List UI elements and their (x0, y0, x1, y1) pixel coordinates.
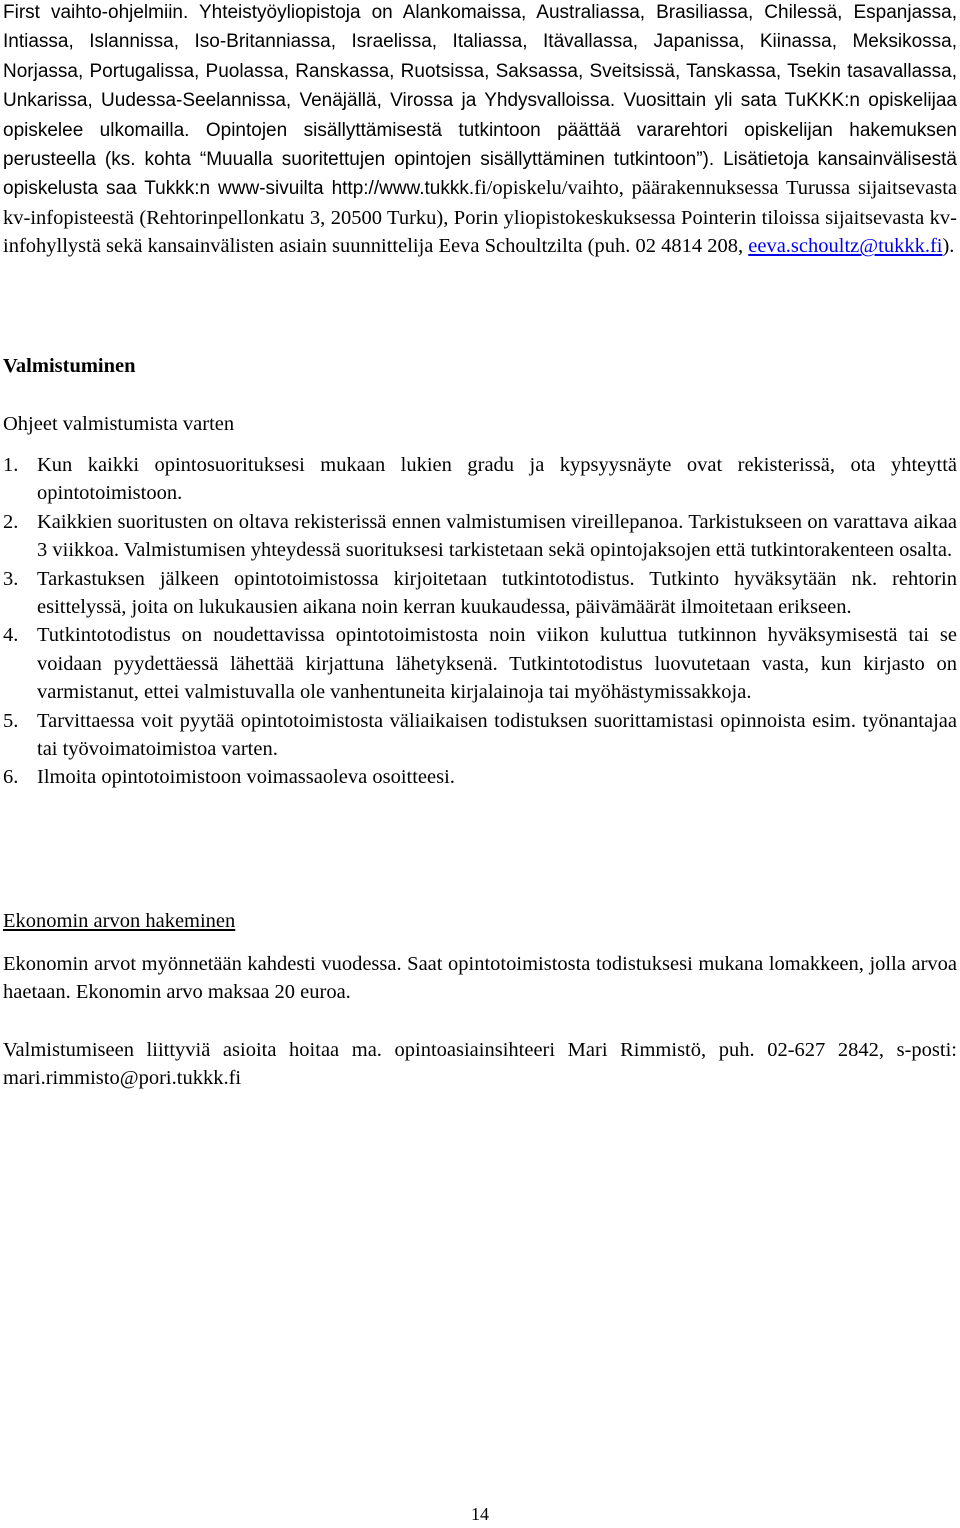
list-item-number: 2. (3, 510, 19, 533)
document-page (3, 0, 957, 261)
page-number: 14 (471, 1504, 489, 1524)
list-item-text: Ilmoita opintotoimistoon voimassaoleva osoitteesi. (37, 766, 455, 789)
list-item-text: Tutkintotodistus on noudettavissa opintotoimistosta noin viikon kuluttua tutkinnon hyväksymisestä tai se voidaan pyydettäessä lähettää kirjattuna lähetyksenä. Tutkintotodistus luovutetaan vasta, kun kirjasto on varmistanut, ettei valmistuvalla ole vanhentuneita kirjalainoja tai myöhästymissakkoja. (37, 624, 957, 704)
list-item (3, 451, 957, 508)
list-item-text: Tarkastuksen jälkeen opintotoimistossa kirjoitetaan tutkintotodistus. Tutkinto hyväksytään nk. rehtorin esittelyssä, joita on lukukausien aikana noin kerran kuukaudessa, päivämäärät ilmoitetaan erikseen. (37, 567, 957, 619)
list-item (3, 707, 957, 764)
economist-paragraph: Ekonomin arvot myönnetään kahdesti vuodessa. Saat opintotoimistosta todistuksesi mukana lomakkeen, jolla arvoa haetaan. Ekonomin arvo maksaa 20 euroa. (3, 953, 957, 1004)
list-item-number: 4. (3, 624, 19, 647)
intro-sans-text: First vaihto-ohjelmiin. Yhteistyöyliopistoja on Alankomaissa, Australiassa, Brasiliassa, Chilessä, Espanjassa, Intiassa, Islannissa, Iso-Britanniassa, Israelissa, Italiassa, Itävallassa, Japanissa, Kiinassa, Meksikossa, Norjassa, Portugalissa, Puolassa, Ranskassa, Ruotsissa, Saksassa, Sveitsissä, Tanskassa, Tsekin tasavallassa, Unkarissa, Uudessa-Seelannissa, Venäjällä, Virossa ja Yhdysvalloissa. Vuosittain yli sata TuKKK:n opiskelijaa opiskelee ulkomailla. Opintojen sisällyttämisestä tutkintoon päättää vararehtori opiskelijan hakemuksen perusteella (ks. kohta “Muualla suoritettujen opintojen sisällyttäminen tutkintoon”). Lisätietoja kansainvälisestä opiskelusta saa Tukkk:n www-sivuilta http://www.tukkk. (3, 2, 957, 200)
list-item-number: 1. (3, 454, 19, 476)
list-item-number: 6. (3, 766, 19, 789)
list-item (3, 621, 957, 706)
list-item-text: Tarvittaessa voit pyytää opintotoimistosta väliaikaisen todistuksen suorittamistasi opinnoista esim. työnantajaa tai työvoimatoimistoa varten. (37, 709, 957, 761)
list-item-number: 3. (3, 567, 19, 590)
graduation-subheading: Ohjeet valmistumista varten (3, 413, 235, 435)
section-heading-economist: Ekonomin arvon hakeminen (3, 910, 236, 932)
intro-closing: ). (942, 235, 955, 258)
intro-serif-text: fi/opiskelu/vaihto, päärakennuksessa Turussa sijaitsevasta kv-infopisteestä (Rehtorinpellonkatu 3, 20500 Turku), Porin yliopistokeskuksessa Pointerin tiloissa sijaitsevasta kv-infohyllystä sekä kansainvälisten asiain suunnittelija Eeva Schoultzilta (puh. 02 4814 208, (3, 177, 958, 258)
list-item-text: Kaikkien suoritusten on oltava rekisterissä ennen valmistumisen vireillepanoa. Tarkistukseen on varattava aikaa 3 viikkoa. Valmistumisen yhteydessä suorituksesi tarkistetaan sekä opintojaksojen että tutkintorakenteen osalta. (37, 510, 957, 562)
graduation-steps-list (3, 451, 957, 792)
list-item-number: 5. (3, 709, 19, 732)
list-item (3, 508, 957, 565)
list-item-text: Kun kaikki opintosuorituksesi mukaan lukien gradu ja kypsyysnäyte ovat rekisterissä, ota yhteyttä opintotoimistoon. (37, 454, 957, 505)
email-link[interactable]: eeva.schoultz@tukkk.fi (748, 235, 943, 258)
list-item (3, 565, 957, 622)
contact-paragraph: Valmistumiseen liittyviä asioita hoitaa ma. opintoasiainsihteeri Mari Rimmistö, puh. 02-627 2842, s-posti: mari.rimmisto@pori.tukkk.fi (3, 1039, 957, 1090)
section-heading-graduation: Valmistuminen (3, 355, 136, 377)
intro-paragraph (3, 0, 957, 261)
list-item (3, 763, 957, 791)
